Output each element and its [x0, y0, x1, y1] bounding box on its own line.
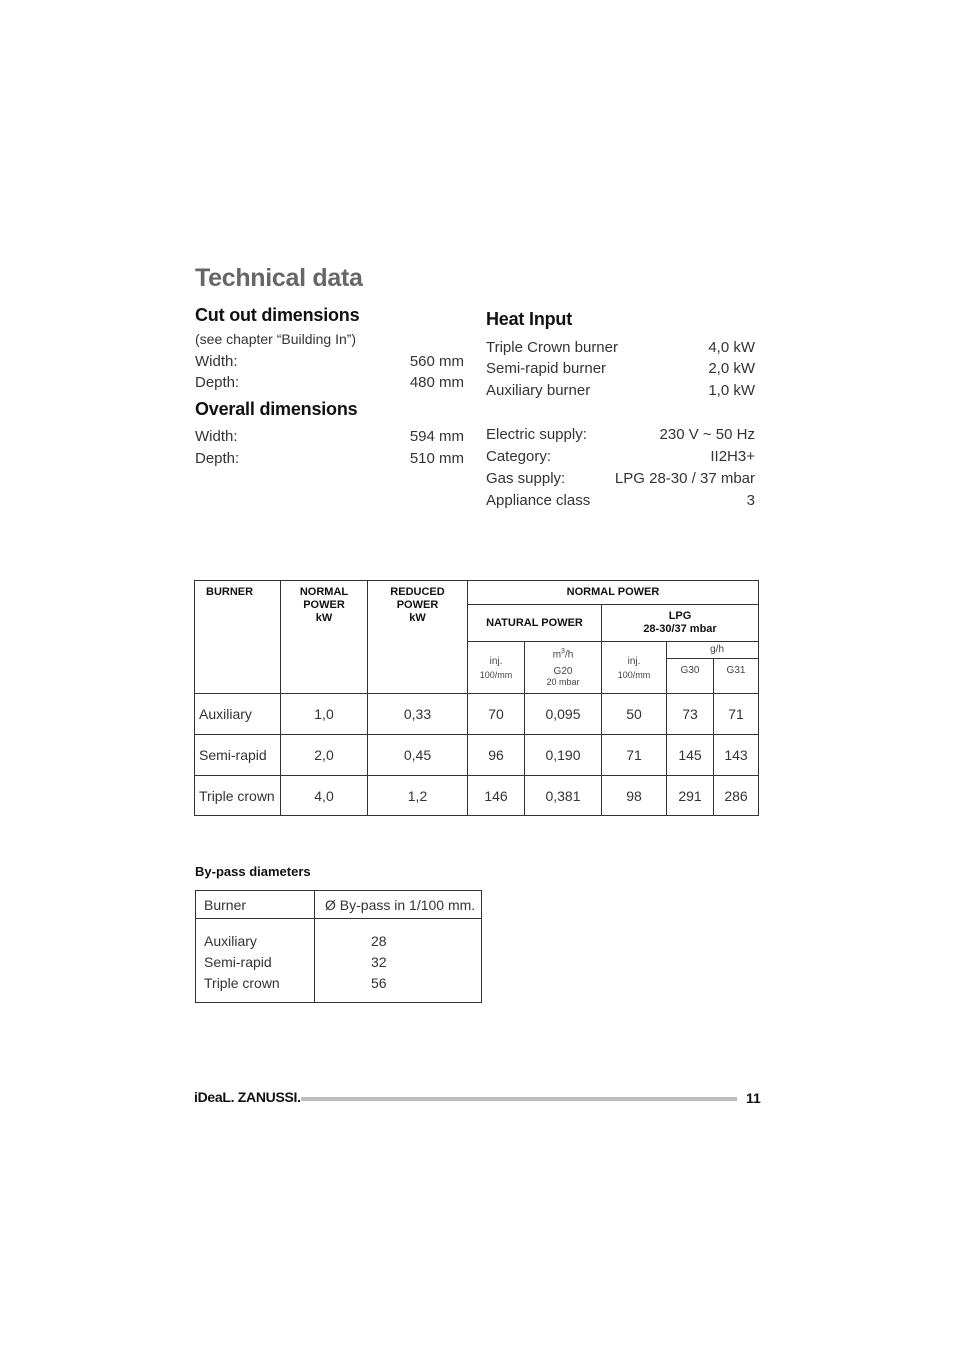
spec-label: Category: — [486, 448, 552, 465]
bypass-col-value: Ø By-pass in 1/100 mm. — [315, 891, 482, 919]
cell-nat-inj: 96 — [468, 735, 525, 776]
heat-input-value: 4,0 kW — [708, 339, 755, 356]
brand-logo: iDeaL. ZANUSSI. — [194, 1089, 301, 1105]
cut-out-depth-value: 480 mm — [409, 374, 464, 391]
header-lpg-inj: inj. 100/mm — [602, 642, 667, 694]
bypass-heading: By-pass diameters — [195, 864, 311, 879]
page-title: Technical data — [195, 264, 363, 292]
overall-width-value: 594 mm — [409, 428, 464, 445]
spec-label: Gas supply: — [486, 470, 566, 487]
header-g31: G31 — [726, 665, 746, 676]
bypass-burner: Triple crown — [204, 975, 280, 991]
spec-row — [486, 448, 755, 465]
header-reduced-power: REDUCED POWER kW — [368, 581, 468, 694]
header-g30: G30 — [667, 659, 714, 693]
spec-value: 230 V ~ 50 Hz — [659, 426, 755, 443]
spec-value: 3 — [746, 492, 755, 509]
spec-label: Electric supply: — [486, 426, 587, 443]
overall-width-label: Width: — [195, 428, 238, 445]
heat-input-row — [486, 382, 755, 399]
cell-reduced: 0,45 — [368, 735, 468, 776]
cell-nat-inj: 70 — [468, 694, 525, 735]
cut-out-depth-label: Depth: — [195, 374, 240, 391]
heat-input-label: Triple Crown burner — [486, 339, 618, 356]
header-burner: BURNER — [195, 581, 281, 694]
heat-input-value: 1,0 kW — [708, 382, 755, 399]
header-normal-power: NORMAL POWER kW — [281, 581, 368, 694]
cell-normal: 4,0 — [281, 776, 368, 816]
cell-lpg-inj: 98 — [602, 776, 667, 816]
cell-normal: 1,0 — [281, 694, 368, 735]
header-nat-flow: $m^3/h$ G20 20 mbar — [525, 642, 602, 694]
cell-nat-flow: 0,381 — [525, 776, 602, 816]
header-normal-power-group: NORMAL POWER — [468, 581, 759, 605]
spec-row — [486, 492, 755, 509]
cell-g31: 286 — [714, 776, 759, 816]
bypass-value: 32 — [371, 954, 387, 970]
table-row — [195, 776, 759, 816]
cell-normal: 2,0 — [281, 735, 368, 776]
cell-g30: 291 — [667, 776, 714, 816]
cell-burner: Auxiliary — [195, 694, 281, 735]
heat-input-row — [486, 360, 755, 377]
overall-depth-label: Depth: — [195, 450, 240, 467]
cut-out-width-row — [195, 353, 464, 370]
cut-out-depth-row — [195, 374, 464, 391]
heat-input-value: 2,0 kW — [708, 360, 755, 377]
footer-divider — [301, 1097, 737, 1101]
bypass-value-list — [315, 919, 482, 1003]
cut-out-note: (see chapter “Building In”) — [195, 331, 357, 347]
cut-out-width-value: 560 mm — [409, 353, 464, 370]
heat-input-label: Semi-rapid burner — [486, 360, 607, 377]
page-number: 11 — [746, 1090, 761, 1106]
bypass-table — [195, 890, 482, 1003]
header-lpg: LPG 28-30/37 mbar — [602, 605, 759, 642]
spec-label: Appliance class — [486, 492, 591, 509]
cell-g31: 143 — [714, 735, 759, 776]
spec-row — [486, 470, 755, 487]
overall-heading: Overall dimensions — [195, 399, 358, 419]
cell-nat-inj: 146 — [468, 776, 525, 816]
cut-out-heading: Cut out dimensions — [195, 305, 360, 325]
bypass-burner: Auxiliary — [204, 933, 257, 949]
spec-row — [486, 426, 755, 443]
cell-g31: 71 — [714, 694, 759, 735]
heat-input-row — [486, 339, 755, 356]
cell-nat-flow: 0,095 — [525, 694, 602, 735]
bypass-col-burner: Burner — [196, 891, 315, 919]
cell-g30: 73 — [667, 694, 714, 735]
table-row — [195, 694, 759, 735]
overall-width-row — [195, 428, 464, 445]
cell-lpg-inj: 71 — [602, 735, 667, 776]
cell-reduced: 0,33 — [368, 694, 468, 735]
cell-lpg-inj: 50 — [602, 694, 667, 735]
overall-depth-value: 510 mm — [409, 450, 464, 467]
burner-table — [194, 580, 759, 816]
cut-out-width-label: Width: — [195, 353, 238, 370]
cell-burner: Triple crown — [195, 776, 281, 816]
cell-nat-flow: 0,190 — [525, 735, 602, 776]
cell-burner: Semi-rapid — [195, 735, 281, 776]
overall-depth-row — [195, 450, 464, 467]
header-natural-power: NATURAL POWER — [468, 605, 602, 642]
bypass-burner-list — [196, 919, 315, 1003]
spec-value: II2H3+ — [710, 448, 755, 465]
bypass-value: 56 — [371, 975, 387, 991]
header-nat-inj: inj. 100/mm — [468, 642, 525, 694]
heat-input-label: Auxiliary burner — [486, 382, 591, 399]
header-gh-group: g/h G30 G31 — [667, 642, 759, 694]
cell-g30: 145 — [667, 735, 714, 776]
spec-value: LPG 28-30 / 37 mbar — [614, 470, 755, 487]
cell-reduced: 1,2 — [368, 776, 468, 816]
heat-input-heading: Heat Input — [486, 309, 572, 329]
table-row — [195, 735, 759, 776]
bypass-burner: Semi-rapid — [204, 954, 272, 970]
bypass-value: 28 — [371, 933, 387, 949]
